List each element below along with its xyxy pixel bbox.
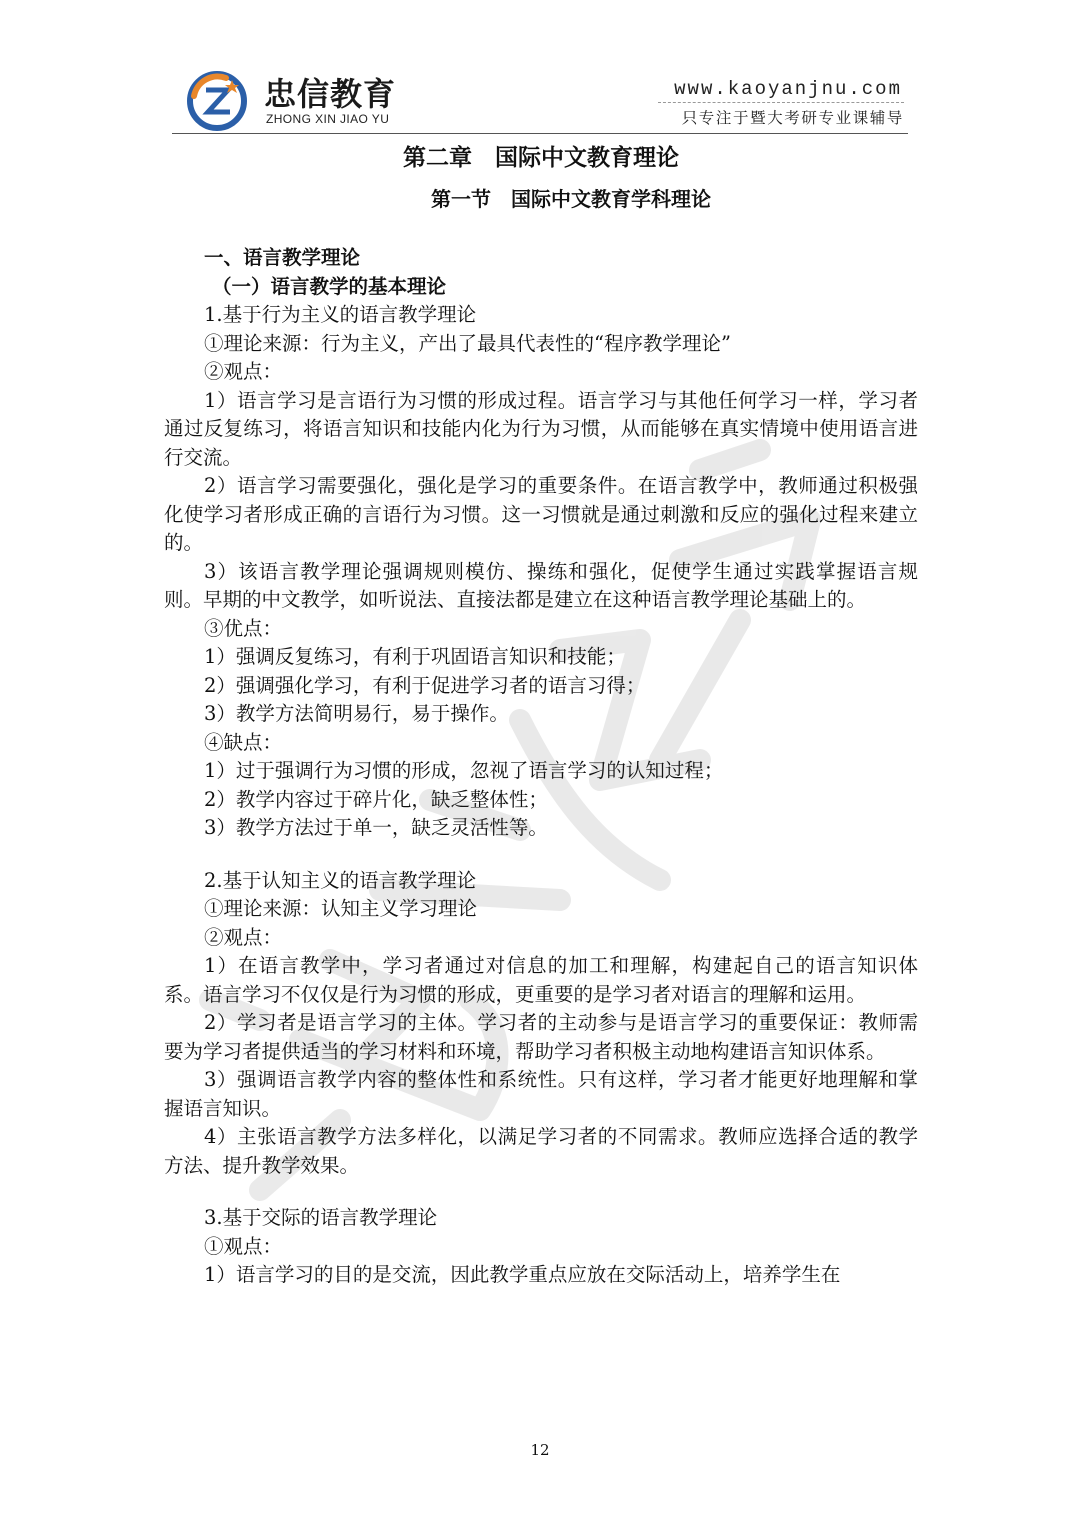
- header-slogan: 只专注于暨大考研专业课辅导: [681, 109, 904, 127]
- theory-1-pro: 2）强调强化学习，有利于促进学习者的语言习得；: [204, 673, 646, 697]
- theory-1-con: 3）教学方法过于单一，缺乏灵活性等。: [204, 816, 548, 839]
- theory-2-source: ①理论来源：认知主义学习理论: [204, 897, 478, 920]
- theory-1-con: 2）教学内容过于碎片化，缺乏整体性；: [204, 787, 548, 811]
- theory-2-view: 1）在语言教学中，学习者通过对信息的加工和理解，构建起自己的语言知识体系。语言学习不仅仅是行为习惯的形成，更重要的是学习者对语言的理解和运用。: [164, 954, 918, 1006]
- theory-1-pro: 1）强调反复练习，有利于巩固语言知识和技能；: [204, 645, 626, 668]
- heading-level-2: （一）语言教学的基本理论: [212, 274, 447, 298]
- page-number: 12: [530, 1441, 550, 1459]
- theory-1-con: 1）过于强调行为习惯的形成，忽视了语言学习的认知过程；: [204, 759, 724, 782]
- theory-1-cons-label: ④缺点：: [204, 730, 283, 754]
- theory-3-title: 3.基于交际的语言教学理论: [204, 1206, 438, 1229]
- page-header: [172, 66, 908, 134]
- theory-2-view: 2）学习者是语言学习的主体。学习者的主动参与是语言学习的重要保证：教师需要为学习者提供适当的学习材料和环境，帮助学习者积极主动地构建语言知识体系。: [164, 1011, 918, 1063]
- theory-1-view: 3）该语言教学理论强调规则模仿、操练和强化，促使学生通过实践掌握语言规则。早期的中文教学，如听说法、直接法都是建立在这种语言教学理论基础上的。: [164, 559, 918, 611]
- theory-1-view: 2）语言学习需要强化，强化是学习的重要条件。在语言教学中，教师通过积极强化使学习者形成正确的言语行为习惯。这一习惯就是通过刺激和反应的强化过程来建立的。: [164, 474, 918, 554]
- theory-2-view: 3）强调语言教学内容的整体性和系统性。只有这样，学习者才能更好地理解和掌握语言知识。: [164, 1068, 918, 1120]
- theory-3-view: 1）语言学习的目的是交流，因此教学重点应放在交际活动上，培养学生在: [204, 1263, 841, 1286]
- site-url: www.kaoyanjnu.com: [674, 78, 902, 100]
- theory-1-view: 1）语言学习是言语行为习惯的形成过程。语言学习与其他任何学习一样，学习者通过反复练习，将语言知识和技能内化为行为习惯，从而能够在真实情境中使用语言进行交流。: [164, 388, 918, 469]
- brand-logo-icon: [186, 70, 248, 132]
- header-divider: [172, 133, 908, 134]
- section-gap: [164, 843, 918, 867]
- section-gap: [164, 1180, 918, 1204]
- theory-2-view: 4）主张语言教学方法多样化，以满足学习者的不同需求。教师应选择合适的教学方法、提升教学效果。: [164, 1125, 918, 1177]
- section-title: 第一节 国际中文教育学科理论: [431, 187, 711, 211]
- theory-3-views-label: ①观点：: [204, 1234, 283, 1258]
- theory-1-source: ①理论来源：行为主义，产出了最具代表性的“程序教学理论”: [204, 331, 731, 355]
- theory-1-title: 1.基于行为主义的语言教学理论: [204, 303, 477, 326]
- brand-name: 忠信教育: [264, 75, 397, 113]
- theory-1-pros-label: ③优点：: [204, 616, 283, 640]
- heading-level-1: 一、语言教学理论: [204, 246, 361, 269]
- theory-1-views-label: ②观点：: [204, 360, 283, 383]
- url-divider: [658, 102, 904, 103]
- theory-2-views-label: ②观点：: [204, 925, 283, 949]
- brand-name-pinyin: ZHONG XIN JIAO YU: [266, 112, 390, 126]
- chapter-title: 第二章 国际中文教育理论: [403, 144, 679, 171]
- document-body: [164, 140, 918, 1290]
- theory-2-title: 2.基于认知主义的语言教学理论: [204, 868, 477, 892]
- theory-1-pro: 3）教学方法简明易行，易于操作。: [204, 702, 509, 725]
